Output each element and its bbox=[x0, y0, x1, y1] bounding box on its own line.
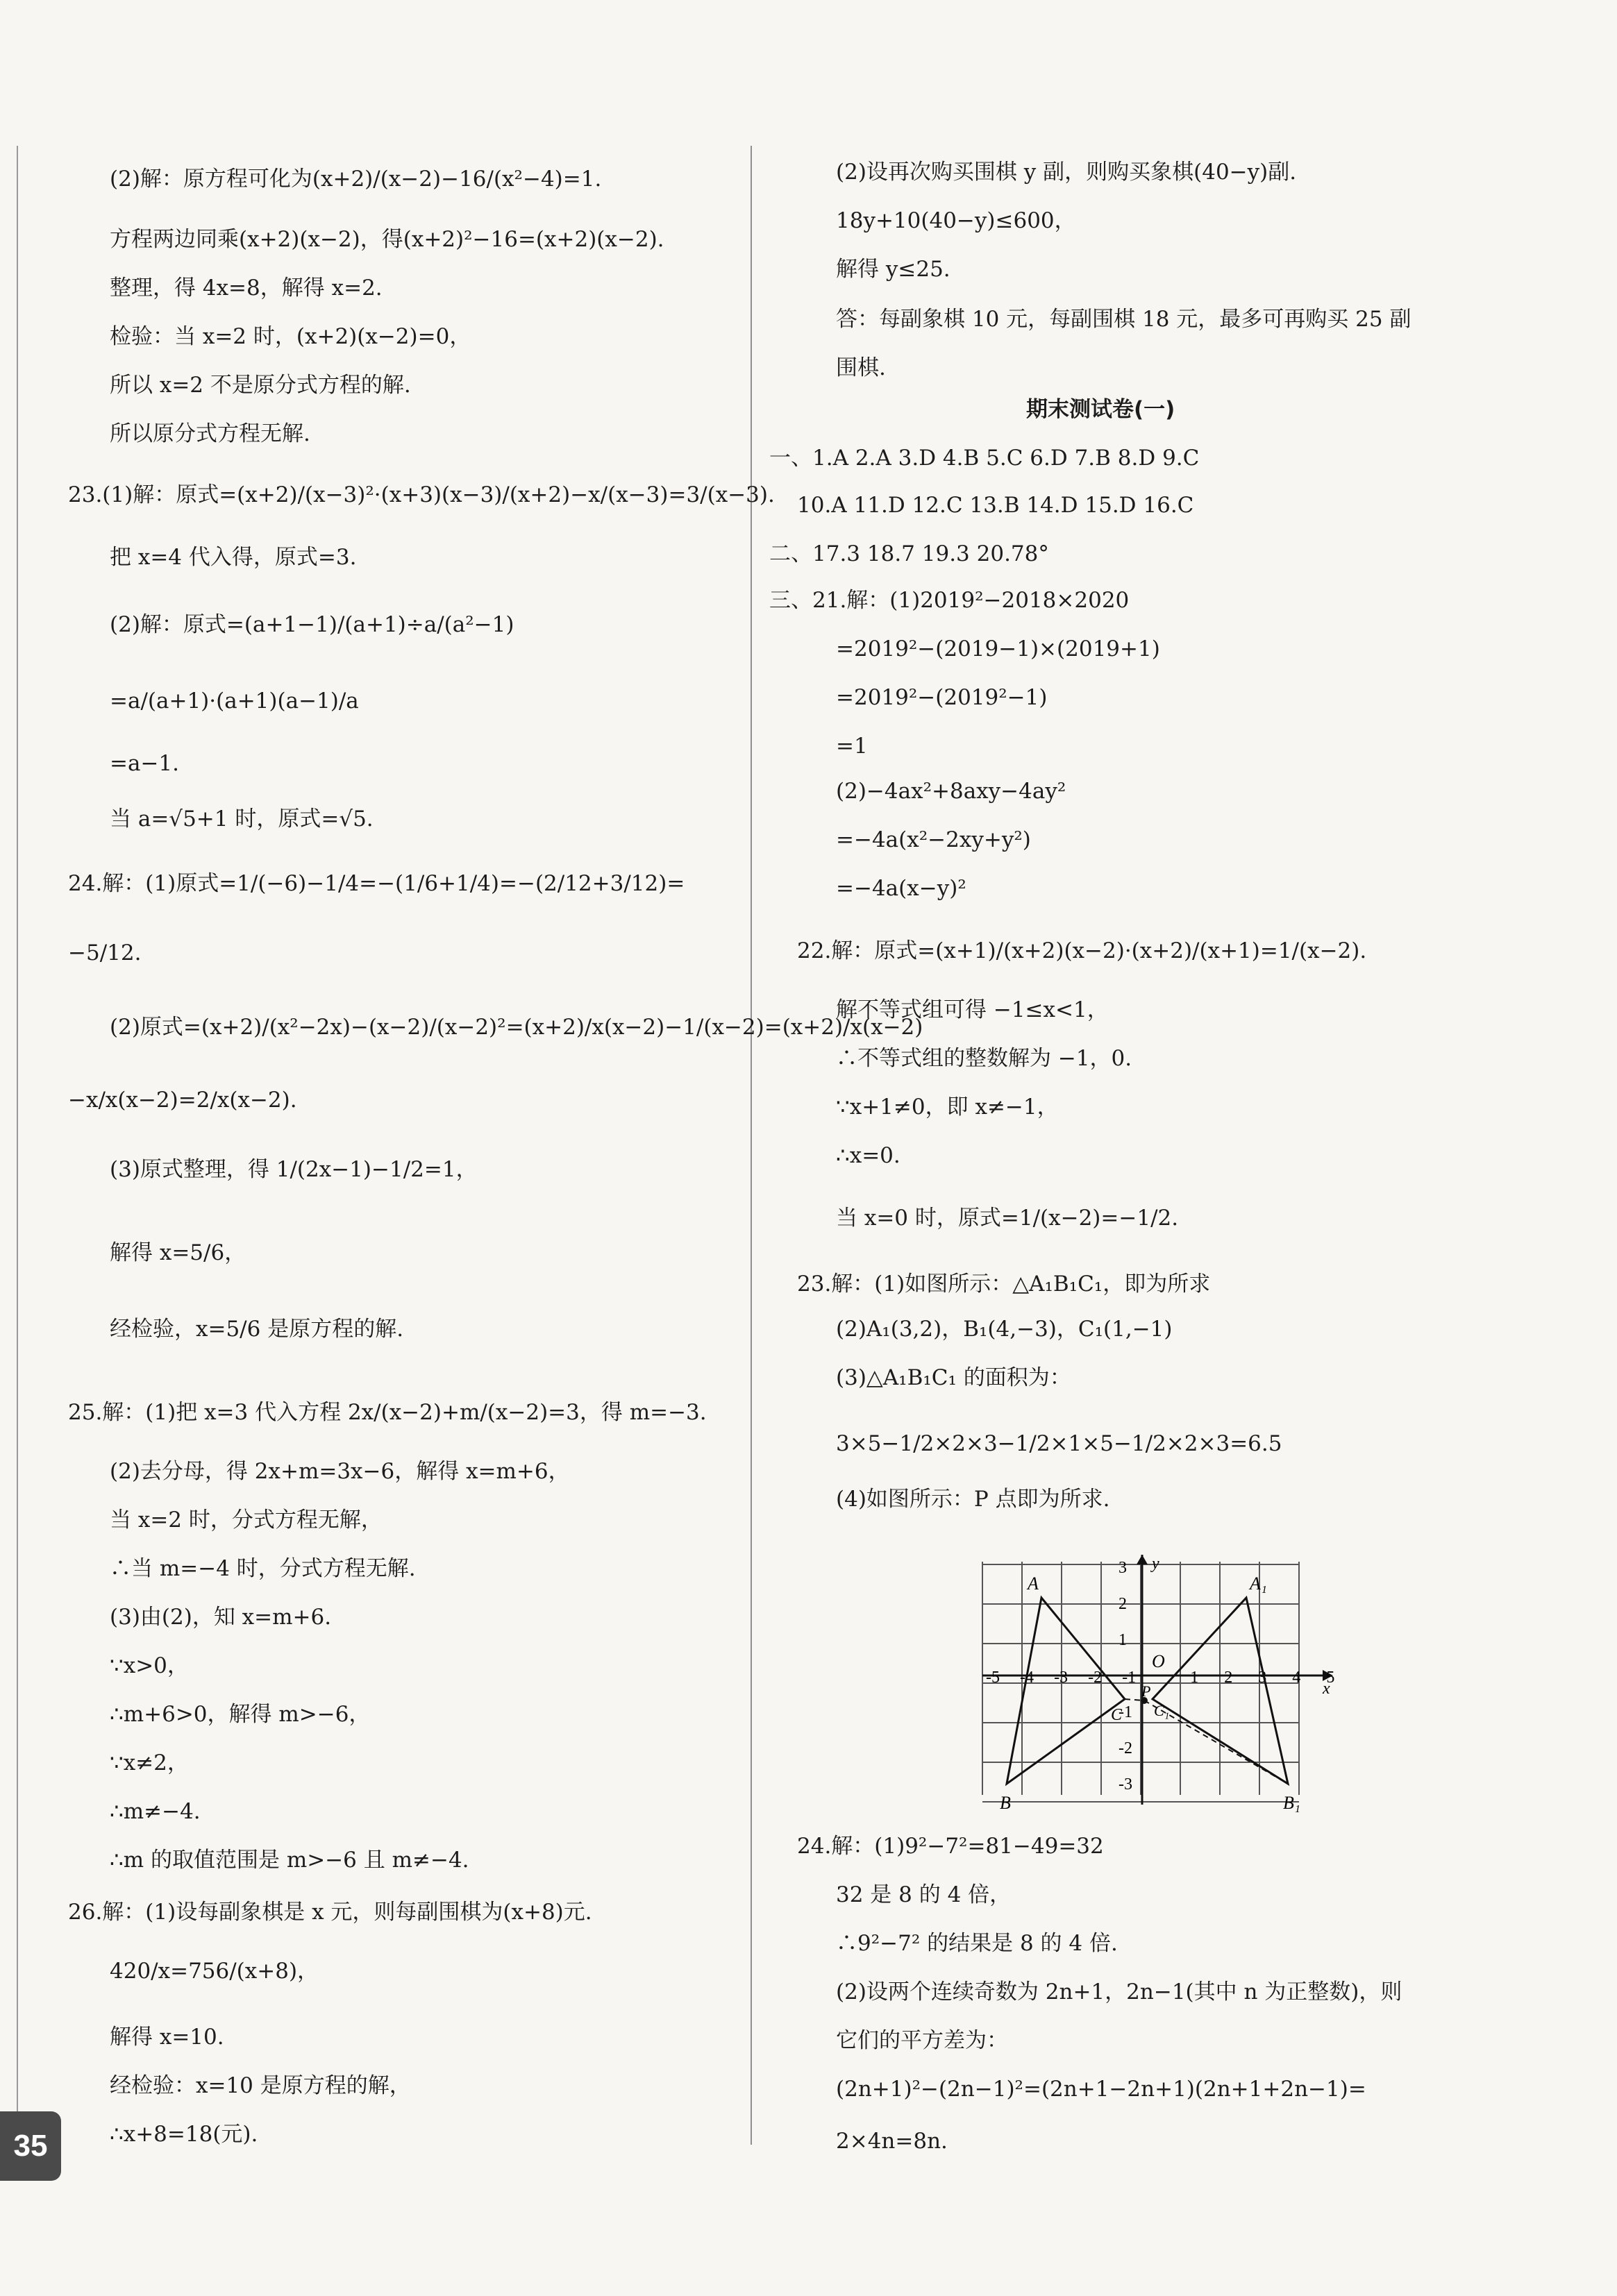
text-line: 解得 y≤25. bbox=[836, 257, 950, 282]
y-axis-label: y bbox=[1152, 1555, 1159, 1573]
label-b: B bbox=[1000, 1793, 1011, 1813]
page-number-badge bbox=[0, 2111, 61, 2181]
text-line: (2)设两个连续奇数为 2n+1，2n−1(其中 n 为正整数)，则 bbox=[836, 1980, 1402, 2004]
text-line: 23.解：(1)如图所示：△A₁B₁C₁，即为所求 bbox=[797, 1272, 1211, 1297]
text-line: ∴x+8=18(元). bbox=[110, 2122, 258, 2147]
text-line: (2)原式=(x+2)/(x²−2x)−(x−2)/(x−2)²=(x+2)/x(x−2)−1/(x−2)=(x+2)/x(x−2) bbox=[110, 1015, 923, 1040]
text-line: 24.解：(1)原式=1/(−6)−1/4=−(1/6+1/4)=−(2/12+3/12)= bbox=[68, 871, 685, 896]
text-line: (3)△A₁B₁C₁ 的面积为： bbox=[836, 1365, 1071, 1390]
text-line: =−4a(x−y)² bbox=[836, 876, 966, 901]
text-line: ∴m 的取值范围是 m>−6 且 m≠−4. bbox=[110, 1848, 469, 1873]
text-line: 解不等式组可得 −1≤x<1， bbox=[836, 997, 1109, 1022]
text-line: 解得 x=5/6， bbox=[110, 1240, 246, 1265]
text-line: ∵x+1≠0，即 x≠−1， bbox=[836, 1095, 1059, 1120]
text-line: ∴x=0. bbox=[836, 1143, 900, 1168]
text-line: =−4a(x²−2xy+y²) bbox=[836, 827, 1031, 852]
text-line: 2×4n=8n. bbox=[836, 2129, 948, 2154]
text-line: 25.解：(1)把 x=3 代入方程 2x/(x−2)+m/(x−2)=3，得 m=−3. bbox=[68, 1400, 707, 1425]
text-line: (2n+1)²−(2n−1)²=(2n+1−2n+1)(2n+1+2n−1)= bbox=[836, 2077, 1366, 2102]
x-tick-label: -1 bbox=[1122, 1669, 1137, 1687]
coordinate-grid-figure bbox=[972, 1555, 1333, 1812]
text-line: ∵x>0， bbox=[110, 1653, 189, 1678]
x-tick-label: -4 bbox=[1020, 1669, 1034, 1687]
text-line: 所以原分式方程无解. bbox=[110, 421, 310, 446]
text-line: (2)去分母，得 2x+m=3x−6，解得 x=m+6， bbox=[110, 1459, 570, 1484]
text-line: =2019²−(2019−1)×(2019+1) bbox=[836, 636, 1160, 661]
text-line: −x/x(x−2)=2/x(x−2). bbox=[68, 1088, 297, 1113]
label-a: A bbox=[1028, 1573, 1039, 1594]
text-line: ∵x≠2， bbox=[110, 1750, 189, 1775]
text-line: −5/12. bbox=[68, 940, 142, 965]
text-line: (2)设再次购买围棋 y 副，则购买象棋(40−y)副. bbox=[836, 160, 1297, 185]
y-tick-label: 1 bbox=[1119, 1631, 1127, 1649]
x-tick-label: 2 bbox=[1224, 1669, 1233, 1687]
text-line: 二、17.3 18.7 19.3 20.78° bbox=[769, 541, 1049, 566]
text-line: =1 bbox=[836, 734, 868, 759]
text-line: ∴9²−7² 的结果是 8 的 4 倍. bbox=[836, 1931, 1118, 1956]
right-column bbox=[769, 0, 1568, 2296]
text-line: (2)解：原方程可化为(x+2)/(x−2)−16/(x²−4)=1. bbox=[110, 167, 602, 192]
text-line: (2)A₁(3,2)，B₁(4,−3)，C₁(1,−1) bbox=[836, 1317, 1173, 1342]
text-line: 18y+10(40−y)≤600， bbox=[836, 208, 1076, 233]
y-tick-label: 3 bbox=[1119, 1559, 1127, 1577]
y-tick-label: -3 bbox=[1119, 1775, 1132, 1793]
origin-label: O bbox=[1152, 1651, 1165, 1671]
y-tick-label: -2 bbox=[1119, 1739, 1132, 1757]
label-c1: C₁ bbox=[1154, 1702, 1170, 1719]
y-tick-label: -1 bbox=[1119, 1703, 1132, 1721]
y-tick-label: 2 bbox=[1119, 1595, 1127, 1613]
text-line: 它们的平方差为： bbox=[836, 2028, 1008, 2053]
text-line: (3)原式整理，得 1/(2x−1)−1/2=1， bbox=[110, 1157, 478, 1182]
x-tick-label: 1 bbox=[1190, 1669, 1199, 1687]
text-line: 经检验：x=10 是原方程的解， bbox=[110, 2073, 411, 2098]
text-line: =a/(a+1)·(a+1)(a−1)/a bbox=[110, 689, 359, 714]
text-line: =a−1. bbox=[110, 751, 180, 776]
page-number: 35 bbox=[13, 2129, 48, 2163]
text-line: ∴m≠−4. bbox=[110, 1799, 201, 1824]
triangle-abc bbox=[1007, 1598, 1125, 1784]
section-title: 期末测试卷(一) bbox=[1026, 397, 1175, 422]
x-tick-label: -3 bbox=[1054, 1669, 1069, 1687]
text-line: 当 x=0 时，原式=1/(x−2)=−1/2. bbox=[836, 1206, 1179, 1231]
x-tick-label: -5 bbox=[986, 1669, 1000, 1687]
text-line: 所以 x=2 不是原分式方程的解. bbox=[110, 373, 411, 398]
text-line: 当 a=√5+1 时，原式=√5. bbox=[110, 807, 374, 832]
label-c: C bbox=[1111, 1706, 1123, 1724]
text-line: 解得 x=10. bbox=[110, 2025, 224, 2050]
text-line: 10.A 11.D 12.C 13.B 14.D 15.D 16.C bbox=[797, 493, 1194, 518]
text-line: ∴m+6>0，解得 m>−6， bbox=[110, 1702, 371, 1727]
page-edge-line bbox=[17, 146, 18, 2152]
text-line: 22.解：原式=(x+1)/(x+2)(x−2)·(x+2)/(x+1)=1/(x−2). bbox=[797, 938, 1367, 963]
text-line: 420/x=756/(x+8)， bbox=[110, 1959, 319, 1984]
text-line: 24.解：(1)9²−7²=81−49=32 bbox=[797, 1834, 1104, 1859]
text-line: 一、1.A 2.A 3.D 4.B 5.C 6.D 7.B 8.D 9.C bbox=[769, 446, 1200, 471]
x-tick-label: 3 bbox=[1258, 1669, 1267, 1687]
label-a1: A₁ bbox=[1250, 1573, 1267, 1594]
text-line: (4)如图所示：P 点即为所求. bbox=[836, 1487, 1110, 1512]
text-line: 整理，得 4x=8，解得 x=2. bbox=[110, 276, 383, 301]
label-b1: B₁ bbox=[1283, 1793, 1300, 1813]
text-line: 方程两边同乘(x+2)(x−2)，得(x+2)²−16=(x+2)(x−2). bbox=[110, 227, 664, 252]
text-line: 答：每副象棋 10 元，每副围棋 18 元，最多可再购买 25 副 bbox=[836, 307, 1411, 332]
text-line: 围棋. bbox=[836, 355, 886, 380]
text-line: 26.解：(1)设每副象棋是 x 元，则每副围棋为(x+8)元. bbox=[68, 1900, 592, 1925]
text-line: 23.(1)解：原式=(x+2)/(x−3)²·(x+3)(x−3)/(x+2)−x/(x−3)=3/(x−3). bbox=[68, 482, 775, 507]
text-line: 把 x=4 代入得，原式=3. bbox=[110, 545, 357, 570]
text-line: 32 是 8 的 4 倍， bbox=[836, 1882, 1012, 1907]
text-line: (2)解：原式=(a+1−1)/(a+1)÷a/(a²−1) bbox=[110, 612, 514, 637]
x-tick-label: 5 bbox=[1326, 1669, 1335, 1687]
text-line: 检验：当 x=2 时，(x+2)(x−2)=0， bbox=[110, 324, 471, 349]
text-line: 当 x=2 时，分式方程无解， bbox=[110, 1508, 383, 1533]
label-p: P bbox=[1141, 1682, 1151, 1700]
text-line: ∴当 m=−4 时，分式方程无解. bbox=[110, 1556, 416, 1581]
column-divider bbox=[751, 146, 752, 2145]
text-line: 三、21.解：(1)2019²−2018×2020 bbox=[769, 588, 1130, 613]
x-tick-label: -2 bbox=[1088, 1669, 1103, 1687]
text-line: =2019²−(2019²−1) bbox=[836, 685, 1048, 710]
x-tick-label: 4 bbox=[1292, 1669, 1301, 1687]
text-line: (2)−4ax²+8axy−4ay² bbox=[836, 779, 1066, 804]
text-line: (3)由(2)，知 x=m+6. bbox=[110, 1605, 332, 1630]
y-axis-arrow bbox=[1137, 1555, 1148, 1564]
x-axis-label: x bbox=[1323, 1680, 1330, 1698]
text-line: 3×5−1/2×2×3−1/2×1×5−1/2×2×3=6.5 bbox=[836, 1431, 1282, 1456]
text-line: ∴不等式组的整数解为 −1，0. bbox=[836, 1046, 1132, 1071]
text-line: 经检验，x=5/6 是原方程的解. bbox=[110, 1317, 404, 1342]
